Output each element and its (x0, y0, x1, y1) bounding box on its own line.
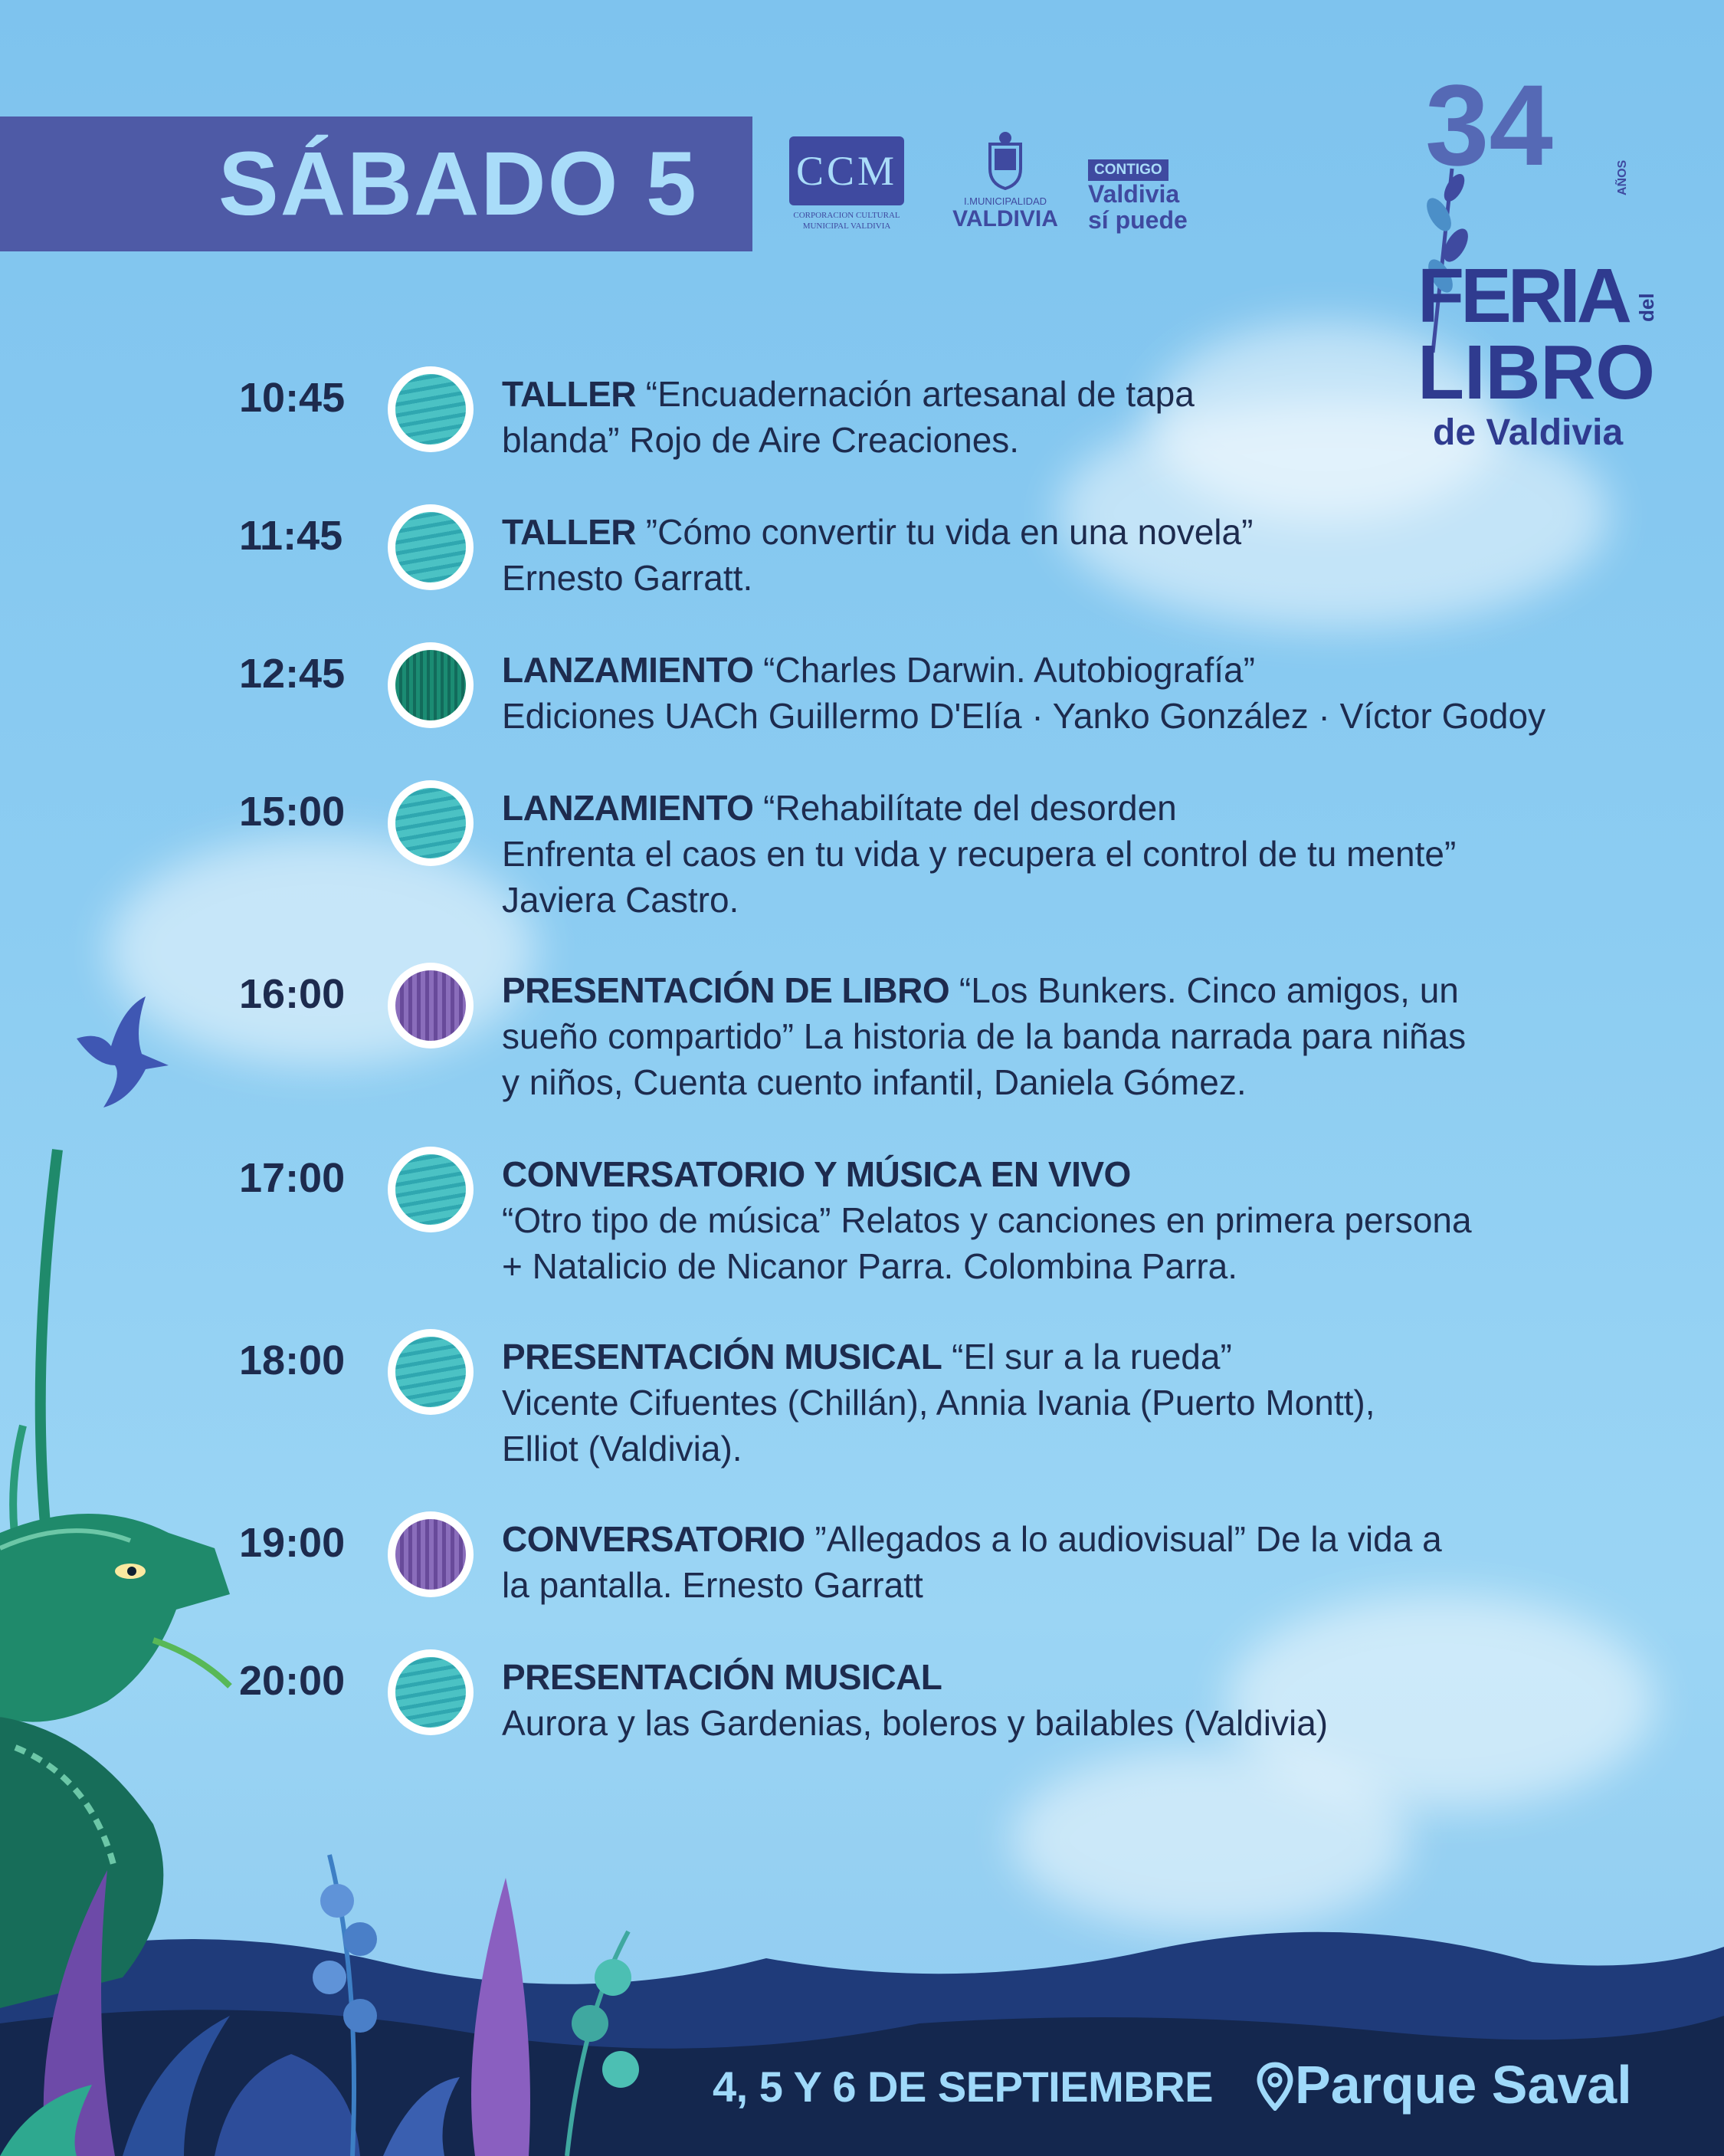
schedule-time: 18:00 (239, 1337, 346, 1383)
event-detail-line: Enfrenta el caos en tu vida y recupera el control de tu mente” (502, 834, 1457, 874)
plants-illustration (0, 1824, 690, 2156)
schedule-time: 19:00 (239, 1520, 346, 1566)
event-detail-line: “Otro tipo de música” Relatos y canciones en primera persona (502, 1200, 1472, 1240)
schedule-time: 17:00 (239, 1155, 346, 1201)
event-detail-line: la pantalla. Ernesto Garratt (502, 1565, 923, 1605)
event-detail-line: Javiera Castro. (502, 880, 739, 920)
logo-city: de Valdivia (1433, 412, 1624, 452)
event-title-line: “Rehabilítate del desorden (753, 788, 1177, 828)
event-detail-line: Vicente Cifuentes (Chillán), Annia Ivania (Puerto Montt), (502, 1383, 1375, 1423)
event-type: TALLER (502, 374, 637, 414)
event-detail-line: Ediciones UACh Guillermo D'Elía · Yanko González · Víctor Godoy (502, 696, 1546, 736)
event-detail-line: blanda” Rojo de Aire Creaciones. (502, 420, 1020, 460)
event-type: PRESENTACIÓN MUSICAL (502, 1337, 942, 1377)
event-title-line: “Charles Darwin. Autobiografía” (753, 650, 1255, 690)
event-type: LANZAMIENTO (502, 788, 754, 828)
event-detail-line: + Natalicio de Nicanor Parra. Colombina Parra. (502, 1246, 1238, 1286)
event-title-line: “Los Bunkers. Cinco amigos, un (949, 970, 1459, 1010)
ccm-subtitle-line1: CORPORACION CULTURAL (793, 211, 900, 220)
event-title-line: ”Cómo convertir tu vida en una novela” (636, 512, 1254, 552)
event-detail-line: y niños, Cuenta cuento infantil, Daniela Gómez. (502, 1062, 1247, 1102)
contigo-line2: sí puede (1088, 206, 1188, 234)
event-detail-line: Elliot (Valdivia). (502, 1429, 742, 1469)
event-dates: 4, 5 Y 6 DE SEPTIEMBRE (713, 2062, 1213, 2111)
ccm-subtitle-line2: MUNICIPAL VALDIVIA (802, 222, 891, 231)
contigo-line1: Valdivia (1088, 180, 1180, 208)
contigo-tag: CONTIGO (1088, 159, 1168, 181)
schedule-time: 10:45 (239, 375, 346, 421)
day-title: SÁBADO 5 (218, 133, 698, 235)
edition-digit-3: 34 (1425, 61, 1553, 189)
location-pin-icon (1257, 2062, 1293, 2111)
event-title-line: “Encuadernación artesanal de tapa (636, 374, 1195, 414)
logo-word-del: del (1635, 293, 1658, 322)
municipality-subtitle: I.MUNICIPALIDAD (963, 195, 1047, 207)
event-detail-line: Aurora y las Gardenias, boleros y bailables (Valdivia) (502, 1703, 1329, 1743)
schedule-time: 11:45 (239, 513, 343, 559)
logo-word-libro: LIBRO (1418, 330, 1655, 415)
edition-suffix: AÑOS (1616, 159, 1629, 195)
schedule-time: 20:00 (239, 1658, 346, 1704)
ccm-logo-mark: CCM (789, 136, 904, 205)
event-detail-line: Ernesto Garratt. (502, 558, 753, 598)
event-type: LANZAMIENTO (502, 650, 754, 690)
schedule-time: 12:45 (239, 651, 346, 697)
schedule-time: 15:00 (239, 789, 346, 835)
event-venue: Parque Saval (1295, 2055, 1632, 2115)
event-type: PRESENTACIÓN MUSICAL (502, 1657, 942, 1697)
event-type: CONVERSATORIO (502, 1519, 805, 1559)
event-type: TALLER (502, 512, 637, 552)
event-title-line: “El sur a la rueda” (942, 1337, 1232, 1377)
event-detail-line: sueño compartido” La historia de la banda narrada para niñas (502, 1016, 1467, 1056)
event-type: PRESENTACIÓN DE LIBRO (502, 970, 950, 1010)
schedule-time: 16:00 (239, 971, 346, 1017)
municipality-name: VALDIVIA (952, 206, 1058, 231)
logo-word-feria: FERIA (1418, 253, 1632, 339)
event-type: CONVERSATORIO Y MÚSICA EN VIVO (502, 1154, 1131, 1194)
event-title-line: ”Allegados a lo audiovisual” De la vida a (805, 1519, 1442, 1559)
